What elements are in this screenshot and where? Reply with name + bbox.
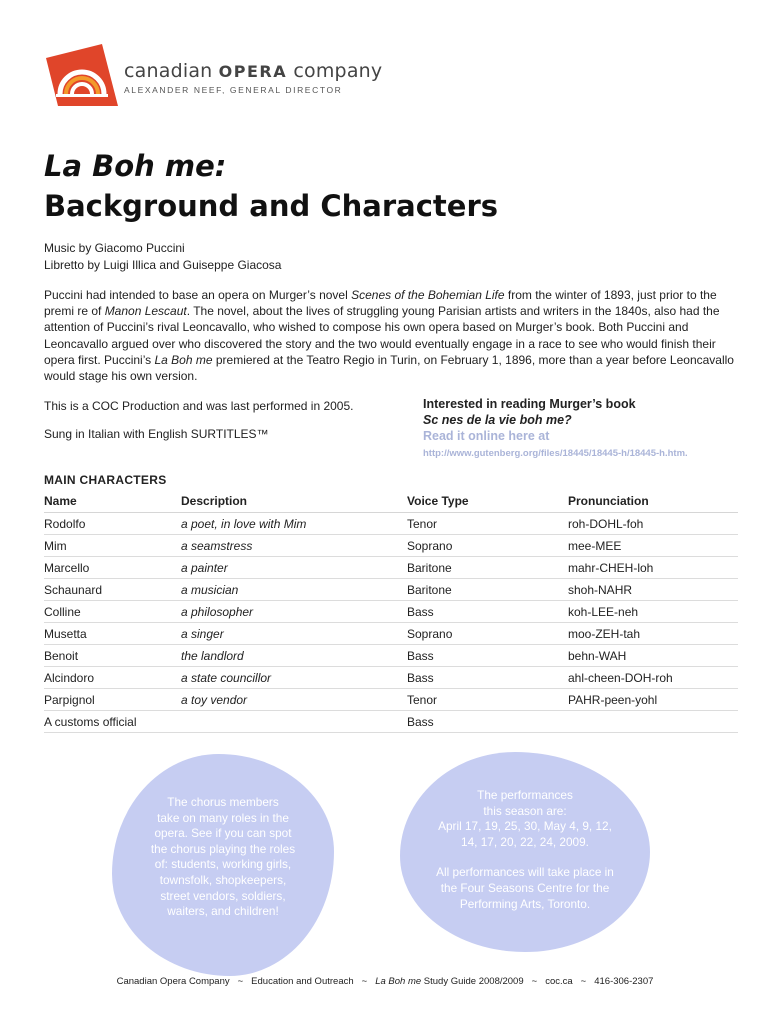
table-row [44, 579, 738, 601]
pronunciation-cell: behn-WAH [568, 645, 738, 667]
pronunciation-cell: PAHR-peen-yohl [568, 689, 738, 711]
general-director: ALEXANDER NEEF, GENERAL DIRECTOR [124, 85, 343, 95]
voice-type-cell: Bass [407, 667, 568, 689]
gutenberg-url-link[interactable]: http://www.gutenberg.org/files/18445/18445-h/18445-h.htm. [423, 448, 688, 459]
production-info [44, 398, 353, 442]
chorus-note-text: The chorus members take on many roles in the opera. See if you can spot the chorus playing the roles of: students, working girls, townsfolk, shopkeepers, street vendors, soldiers, waiters, and children! [150, 795, 296, 919]
book-callout [423, 396, 753, 462]
character-name-cell: A customs official [44, 711, 181, 733]
table-row [44, 689, 738, 711]
column-header-description: Description [181, 490, 407, 513]
footer-org: Canadian Opera Company [116, 976, 230, 987]
voice-type-cell: Tenor [407, 513, 568, 535]
voice-type-cell: Tenor [407, 689, 568, 711]
pronunciation-cell: moo-ZEH-tah [568, 623, 738, 645]
column-header-name: Name [44, 490, 181, 513]
character-description-cell: a painter [181, 557, 407, 579]
pronunciation-cell: ahl-cheen-DOH-roh [568, 667, 738, 689]
table-row [44, 667, 738, 689]
pronunciation-cell: mahr-CHEH-loh [568, 557, 738, 579]
table-row [44, 623, 738, 645]
credits [44, 240, 281, 274]
column-header-voice-type: Voice Type [407, 490, 568, 513]
pronunciation-cell [568, 711, 738, 733]
voice-type-cell: Bass [407, 645, 568, 667]
voice-type-cell: Soprano [407, 623, 568, 645]
page-footer: Canadian Opera Company ~ Education and Outreach ~ La Boh me Study Guide 2008/2009 ~ coc.ca ~ 416-306-2307 [116, 976, 654, 987]
character-description-cell: a toy vendor [181, 689, 407, 711]
title-line-2: Background and Characters [44, 189, 499, 223]
pronunciation-cell: koh-LEE-neh [568, 601, 738, 623]
music-credit: Music by Giacomo Puccini [44, 241, 185, 255]
character-name-cell: Marcello [44, 557, 181, 579]
character-name-cell: Schaunard [44, 579, 181, 601]
production-note: This is a COC Production and was last performed in 2005. [44, 399, 354, 413]
book-title: Sc nes de la vie boh me? [423, 413, 572, 427]
character-description-cell [181, 711, 407, 733]
pronunciation-cell: roh-DOHL-foh [568, 513, 738, 535]
footer-dept: Education and Outreach [251, 976, 354, 987]
title-line-1: La Boh me: [44, 149, 227, 183]
surtitles-note: Sung in Italian with English SURTITLES™ [44, 427, 269, 441]
character-name-cell: Parpignol [44, 689, 181, 711]
footer-guide-title: La Boh me [375, 976, 422, 987]
table-header-row [44, 490, 738, 513]
read-online-link[interactable]: Read it online here at [423, 429, 550, 443]
character-name-cell: Benoit [44, 645, 181, 667]
character-description-cell: a musician [181, 579, 407, 601]
pronunciation-cell: shoh-NAHR [568, 579, 738, 601]
character-description-cell: a seamstress [181, 535, 407, 557]
table-row [44, 645, 738, 667]
libretto-credit: Libretto by Luigi Illica and Guiseppe Giacosa [44, 258, 282, 272]
table-row [44, 513, 738, 535]
character-description-cell: a state councillor [181, 667, 407, 689]
voice-type-cell: Baritone [407, 579, 568, 601]
performances-note-text: The performances this season are: April 17, 19, 25, 30, May 4, 9, 12, 14, 17, 20, 22, 24, 2009. All performances will take place in the Four Seasons Centre for the Performing Arts, Toronto. [436, 788, 614, 911]
voice-type-cell: Soprano [407, 535, 568, 557]
coc-logo-icon [46, 44, 118, 106]
character-name-cell: Mim [44, 535, 181, 557]
table-row [44, 711, 738, 733]
character-description-cell: a singer [181, 623, 407, 645]
voice-type-cell: Bass [407, 711, 568, 733]
characters-table [44, 490, 738, 733]
pronunciation-cell: mee-MEE [568, 535, 738, 557]
table-row [44, 601, 738, 623]
character-name-cell: Rodolfo [44, 513, 181, 535]
character-description-cell: a philosopher [181, 601, 407, 623]
footer-site: coc.ca [545, 976, 573, 987]
character-description-cell: a poet, in love with Mim [181, 513, 407, 535]
characters-heading: MAIN CHARACTERS [44, 473, 167, 487]
intro-paragraph: Puccini had intended to base an opera on Murger’s novel Scenes of the Bohemian Life from the winter of 1893, just prior to the premi re of Manon Lescaut. The novel, about the lives of struggling young Parisian artists and writers in the 1840s, also had the attention of Puccini’s rival Leoncavallo, who wished to compose his own opera based on Murger’s book. Both Puccini and Leoncavallo argued over who discovered the story and the two would eventually engage in a race to see who would finish their opera first. Puccini’s La Boh me premiered at the Teatro Regio in Turin, on February 1, 1896, more than a year before Leoncavallo would stage his own version. [44, 288, 734, 384]
column-header-pronunciation: Pronunciation [568, 490, 738, 513]
character-name-cell: Colline [44, 601, 181, 623]
voice-type-cell: Baritone [407, 557, 568, 579]
brand-name: canadian OPERA company [124, 60, 383, 82]
character-name-cell: Alcindoro [44, 667, 181, 689]
character-description-cell: the landlord [181, 645, 407, 667]
character-name-cell: Musetta [44, 623, 181, 645]
book-question: Interested in reading Murger’s book [423, 397, 636, 411]
table-row [44, 535, 738, 557]
voice-type-cell: Bass [407, 601, 568, 623]
page-title [44, 146, 498, 226]
footer-phone: 416-306-2307 [594, 976, 654, 987]
table-row [44, 557, 738, 579]
